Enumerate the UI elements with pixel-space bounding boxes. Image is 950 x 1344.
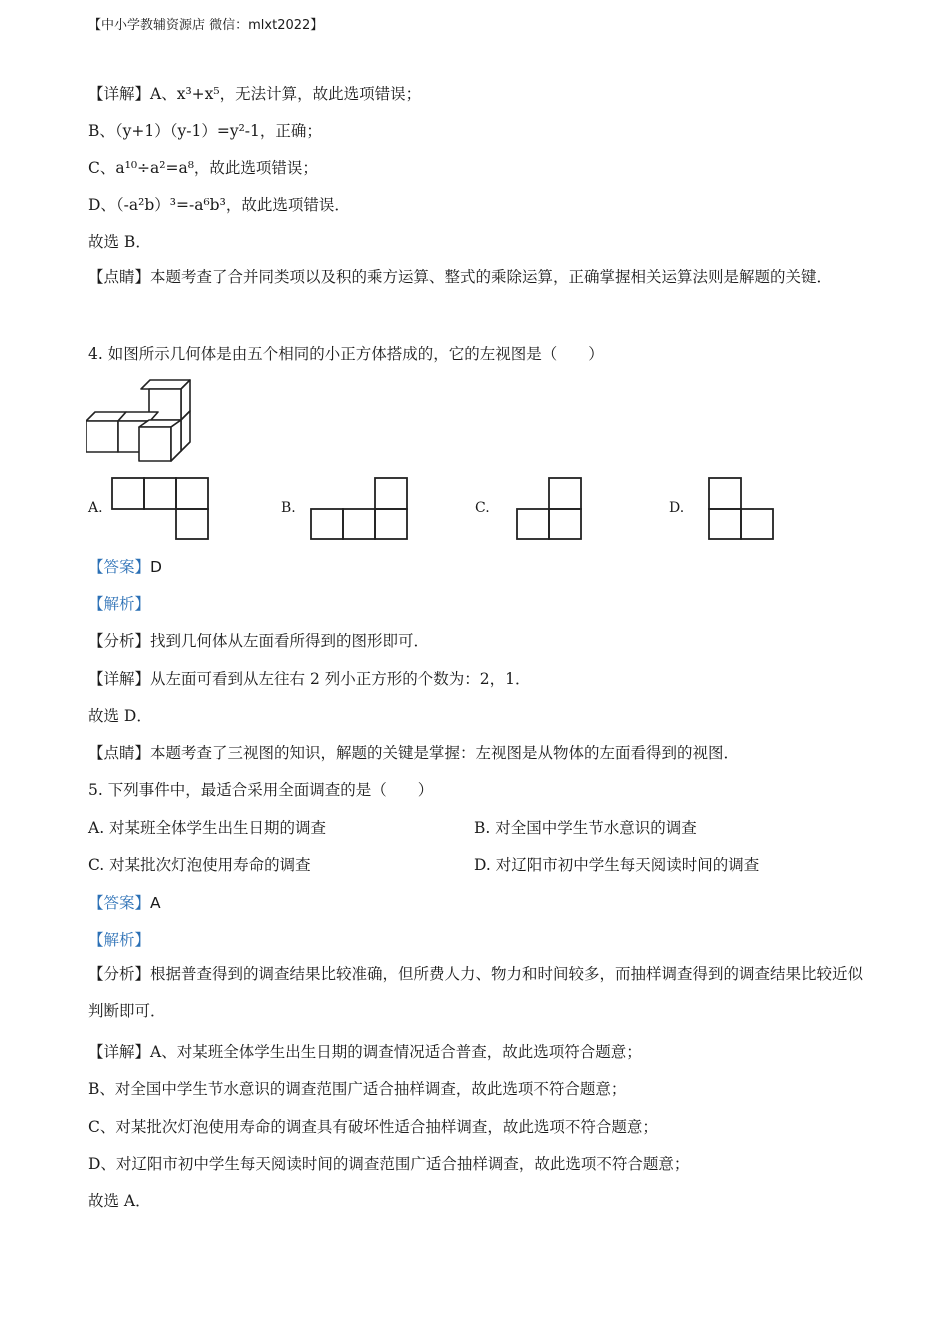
q4-conclusion: 故选 D． xyxy=(88,707,152,725)
q5-analysis-tag: 【解析】 xyxy=(88,931,151,949)
q4-fenxi: 【分析】找到几何体从左面看所得到的图形即可． xyxy=(88,632,430,650)
q4-option-d-label: D. xyxy=(669,500,685,516)
q4-option-c-figure xyxy=(516,477,582,541)
q4-comment: 【点睛】本题考查了三视图的知识，解题的关键是掌握：左视图是从物体的左面看得到的视图． xyxy=(88,744,740,762)
detail-tag: 【详解】 xyxy=(88,1043,151,1061)
comment-tag: 【点睛】 xyxy=(88,744,151,762)
answer-tag: 【答案】 xyxy=(88,894,151,912)
q4-answer: 【答案】D xyxy=(88,558,162,576)
fenxi-tag: 【分析】 xyxy=(88,965,151,983)
detail-tag: 【详解】 xyxy=(88,670,151,688)
q4-option-a-figure xyxy=(111,477,209,541)
q5-fenxi: 【分析】根据普查得到的调查结果比较准确，但所费人力、物力和时间较多，而抽样调查得到的调查结果比较近似判断即可． xyxy=(88,965,864,1020)
q4-option-c-label: C. xyxy=(475,500,490,516)
q5-answer: 【答案】A xyxy=(88,894,161,912)
q4-analysis-tag: 【解析】 xyxy=(88,595,151,613)
q4-option-b-figure xyxy=(310,477,408,541)
page-header: 【中小学教辅资源店 微信：mlxt2022】 xyxy=(88,18,324,33)
q5-option-b: B. 对全国中学生节水意识的调查 xyxy=(474,819,697,837)
q3-detail-a: 【详解】A、x³+x⁵，无法计算，故此选项错误； xyxy=(88,85,422,103)
q5-detail-b: B、对全国中学生节水意识的调查范围广适合抽样调查，故此选项不符合题意； xyxy=(88,1080,627,1098)
q5-question: 5. 下列事件中，最适合采用全面调查的是（ ） xyxy=(88,781,434,799)
q4-option-b-label: B. xyxy=(281,500,296,516)
q3-line-d: D、（-a²b）³=-a⁶b³，故此选项错误． xyxy=(88,196,350,214)
q5-option-c: C. 对某批次灯泡使用寿命的调查 xyxy=(88,856,311,874)
q5-detail-c: C、对某批次灯泡使用寿命的调查具有破坏性适合抽样调查，故此选项不符合题意； xyxy=(88,1118,658,1136)
q3-line-c: C、a¹⁰÷a²=a⁸，故此选项错误； xyxy=(88,159,318,177)
detail-tag: 【详解】 xyxy=(88,85,151,103)
q3-line-b: B、（y+1）（y-1）=y²-1，正确； xyxy=(88,122,322,140)
q5-option-d: D. 对辽阳市初中学生每天阅读时间的调查 xyxy=(474,856,760,874)
q4-option-a-label: A. xyxy=(88,500,103,516)
comment-tag: 【点睛】 xyxy=(88,268,151,286)
q4-detail: 【详解】从左面可看到从左往右 2 列小正方形的个数为：2，1． xyxy=(88,670,531,688)
q4-question: 4. 如图所示几何体是由五个相同的小正方体搭成的，它的左视图是（ ） xyxy=(88,345,604,363)
q3-comment: 【点睛】本题考查了合并同类项以及积的乘方运算、整式的乘除运算，正确掌握相关运算法则是解题的关键． xyxy=(88,268,833,286)
answer-tag: 【答案】 xyxy=(88,558,151,576)
cube-figure xyxy=(86,378,192,464)
q5-detail-a: 【详解】A、对某班全体学生出生日期的调查情况适合普查，故此选项符合题意； xyxy=(88,1043,642,1061)
q5-conclusion: 故选 A． xyxy=(88,1192,151,1210)
q4-option-d-figure xyxy=(708,477,774,541)
q5-detail-d: D、对辽阳市初中学生每天阅读时间的调查范围广适合抽样调查，故此选项不符合题意； xyxy=(88,1155,690,1173)
q5-option-a: A. 对某班全体学生出生日期的调查 xyxy=(88,819,327,837)
fenxi-tag: 【分析】 xyxy=(88,632,151,650)
q3-conclusion: 故选 B． xyxy=(88,233,151,251)
